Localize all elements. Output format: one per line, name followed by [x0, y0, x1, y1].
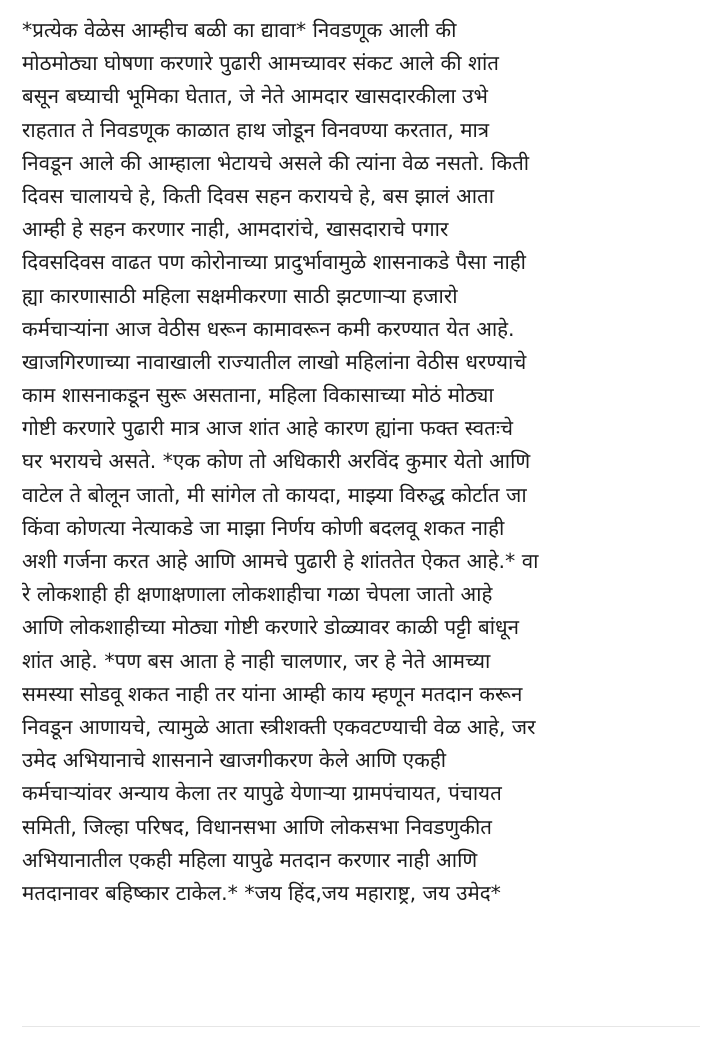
text-line: समिती, जिल्हा परिषद, विधानसभा आणि लोकसभा निवडणुकीत — [22, 814, 492, 839]
text-line: आम्ही हे सहन करणार नाही, आमदारांचे, खासदाराचे पगार — [22, 217, 449, 242]
text-line: किंवा कोणत्या नेत्याकडे जा माझा निर्णय कोणी बदलवू शकत नाही — [22, 515, 505, 540]
text-line: बसून बघ्याची भूमिका घेतात, जे नेते आमदार खासदारकीला उभे — [22, 84, 488, 109]
post-text — [22, 14, 702, 910]
text-line: *प्रत्येक वेळेस आम्हीच बळी का द्यावा* निवडणूक आली की — [22, 18, 457, 42]
text-line: वाटेल ते बोलून जातो, मी सांगेल तो कायदा, माझ्या विरुद्ध कोर्टात जा — [22, 482, 527, 507]
text-line: गोष्टी करणारे पुढारी मात्र आज शांत आहे कारण ह्यांना फक्त स्वतःचे — [22, 416, 514, 441]
text-line: मतदानावर बहिष्कार टाकेल.* *जय हिंद,जय महाराष्ट्र, जय उमेद* — [22, 880, 501, 905]
divider — [22, 1026, 700, 1027]
text-line: रे लोकशाही ही क्षणाक्षणाला लोकशाहीचा गळा चेपला जातो आहे — [22, 582, 493, 607]
text-line: अशी गर्जना करत आहे आणि आमचे पुढारी हे शांततेत ऐकत आहे.* वा — [22, 549, 539, 573]
text-line: कर्मचाऱ्यांना आज वेठीस धरून कामावरून कमी करण्यात येत आहे. — [22, 316, 515, 341]
text-line: दिवस चालायचे हे, किती दिवस सहन करायचे हे, बस झालं आता — [22, 183, 495, 208]
text-line: शांत आहे. *पण बस आता हे नाही चालणार, जर हे नेते आमच्या — [22, 648, 491, 673]
text-line: घर भरायचे असते. *एक कोण तो अधिकारी अरविंद कुमार येतो आणि — [22, 449, 531, 474]
text-line: समस्या सोडवू शकत नाही तर यांना आम्ही काय म्हणून मतदान करून — [22, 681, 523, 706]
text-line: काम शासनाकडून सुरू असताना, महिला विकासाच्या मोठं मोठ्या — [22, 383, 494, 408]
text-line: मोठमोठ्या घोषणा करणारे पुढारी आमच्यावर संकट आले की शांत — [22, 51, 499, 76]
text-line: राहतात ते निवडणूक काळात हाथ जोडून विनवण्या करतात, मात्र — [22, 117, 490, 142]
text-line: दिवसदिवस वाढत पण कोरोनाच्या प्रादुर्भावामुळे शासनाकडे पैसा नाही — [22, 250, 526, 275]
text-line: निवडून आणायचे, त्यामुळे आता स्त्रीशक्ती एकवटण्याची वेळ आहे, जर — [22, 714, 536, 739]
text-line: उमेद अभियानाचे शासनाने खाजगीकरण केले आणि एकही — [22, 748, 447, 773]
text-line: अभियानातील एकही महिला यापुढे मतदान करणार नाही आणि — [22, 847, 478, 872]
text-line: कर्मचाऱ्यांवर अन्याय केला तर यापुढे येणाऱ्या ग्रामपंचायत, पंचायत — [22, 781, 502, 806]
text-line: ह्या कारणासाठी महिला सक्षमीकरणा साठी झटणाऱ्या हजारो — [22, 283, 458, 308]
text-line: निवडून आले की आम्हाला भेटायचे असले की त्यांना वेळ नसतो. किती — [22, 150, 530, 175]
text-line: आणि लोकशाहीच्या मोठ्या गोष्टी करणारे डोळ्यावर काळी पट्टी बांधून — [22, 615, 520, 640]
text-line: खाजगिरणाच्या नावाखाली राज्यातील लाखो महिलांना वेठीस धरण्याचे — [22, 349, 527, 374]
